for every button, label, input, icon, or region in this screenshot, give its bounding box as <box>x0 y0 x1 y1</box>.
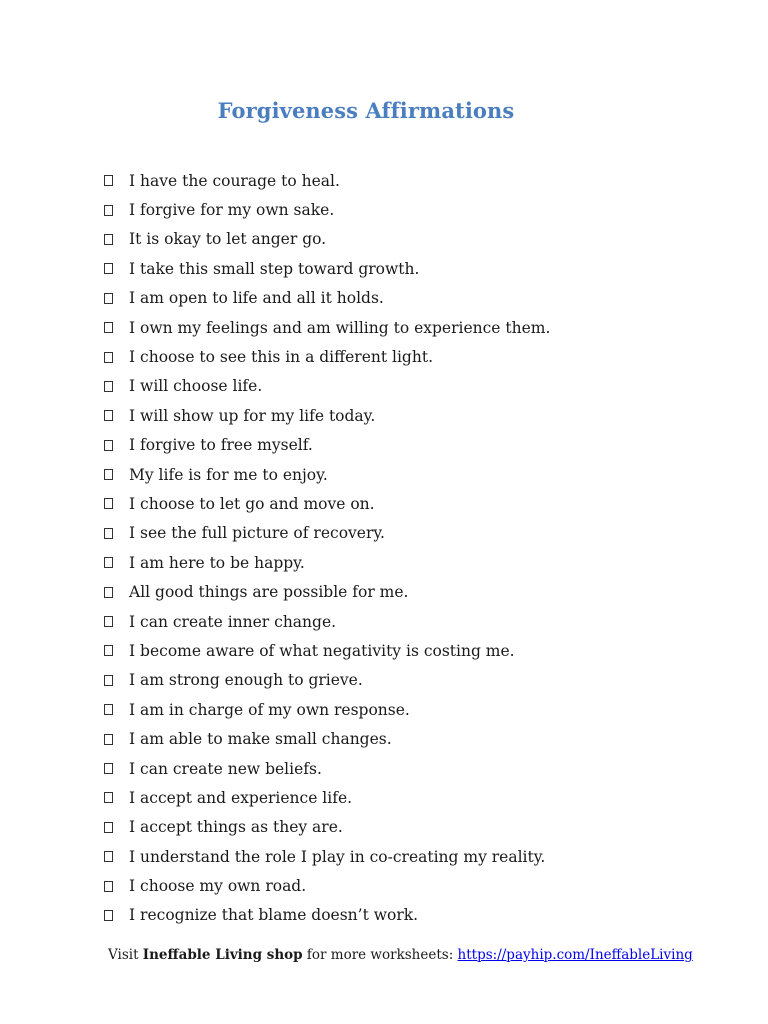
checkbox-icon[interactable] <box>104 881 113 892</box>
checkbox-icon[interactable] <box>104 587 113 598</box>
shop-name: Ineffable Living shop <box>142 947 303 963</box>
affirmation-text: I own my feelings and am willing to experience them. <box>129 318 551 337</box>
list-item <box>104 372 550 401</box>
checkbox-icon[interactable] <box>104 763 113 774</box>
list-item <box>104 342 550 371</box>
checkbox-icon[interactable] <box>104 205 113 216</box>
affirmation-text: I am here to be happy. <box>129 553 305 572</box>
affirmation-text: I accept things as they are. <box>129 818 343 837</box>
checkbox-icon[interactable] <box>104 175 113 186</box>
list-item <box>104 724 550 753</box>
list-item <box>104 871 550 900</box>
list-item <box>104 754 550 783</box>
list-item <box>104 431 550 460</box>
checkbox-icon[interactable] <box>104 734 113 745</box>
checkbox-icon[interactable] <box>104 792 113 803</box>
affirmation-text: I can create new beliefs. <box>129 759 322 778</box>
list-item <box>104 842 550 871</box>
affirmation-text: I will choose life. <box>129 377 263 396</box>
list-item <box>104 489 550 518</box>
list-item <box>104 548 550 577</box>
checkbox-icon[interactable] <box>104 557 113 568</box>
list-item <box>104 254 550 283</box>
checkbox-icon[interactable] <box>104 352 113 363</box>
checkbox-icon[interactable] <box>104 822 113 833</box>
checkbox-icon[interactable] <box>104 704 113 715</box>
list-item <box>104 813 550 842</box>
checkbox-icon[interactable] <box>104 851 113 862</box>
list-item <box>104 783 550 812</box>
list-item <box>104 607 550 636</box>
affirmation-text: I take this small step toward growth. <box>129 259 420 278</box>
footer <box>108 947 693 963</box>
list-item <box>104 284 550 313</box>
list-item <box>104 225 550 254</box>
affirmation-text: I am strong enough to grieve. <box>129 671 363 690</box>
checkbox-icon[interactable] <box>104 616 113 627</box>
checkbox-icon[interactable] <box>104 910 113 921</box>
list-item <box>104 636 550 665</box>
list-item <box>104 666 550 695</box>
checkbox-icon[interactable] <box>104 469 113 480</box>
footer-prefix: Visit <box>108 947 143 963</box>
list-item <box>104 901 550 930</box>
affirmation-list <box>104 166 550 930</box>
shop-link[interactable]: https://payhip.com/IneffableLiving <box>457 947 693 963</box>
checkbox-icon[interactable] <box>104 528 113 539</box>
affirmation-text: I choose to see this in a different light. <box>129 348 433 367</box>
checkbox-icon[interactable] <box>104 675 113 686</box>
list-item <box>104 313 550 342</box>
affirmation-text: I become aware of what negativity is costing me. <box>129 641 515 660</box>
list-item <box>104 695 550 724</box>
list-item <box>104 195 550 224</box>
affirmation-text: I recognize that blame doesn’t work. <box>129 906 419 925</box>
affirmation-text: I choose my own road. <box>129 877 307 896</box>
affirmation-text: My life is for me to enjoy. <box>129 465 328 484</box>
checkbox-icon[interactable] <box>104 410 113 421</box>
affirmation-text: I choose to let go and move on. <box>129 494 375 513</box>
affirmation-text: I can create inner change. <box>129 612 337 631</box>
affirmation-text: It is okay to let anger go. <box>129 230 327 249</box>
affirmation-text: I forgive for my own sake. <box>129 201 335 220</box>
list-item <box>104 577 550 606</box>
checkbox-icon[interactable] <box>104 263 113 274</box>
affirmation-text: I will show up for my life today. <box>129 406 376 425</box>
list-item <box>104 460 550 489</box>
checkbox-icon[interactable] <box>104 440 113 451</box>
checkbox-icon[interactable] <box>104 322 113 333</box>
list-item <box>104 519 550 548</box>
affirmation-text: I am able to make small changes. <box>129 730 392 749</box>
affirmation-text: I am open to life and all it holds. <box>129 289 384 308</box>
checkbox-icon[interactable] <box>104 381 113 392</box>
list-item <box>104 401 550 430</box>
affirmation-text: I am in charge of my own response. <box>129 700 410 719</box>
affirmation-text: I understand the role I play in co-creating my reality. <box>129 847 546 866</box>
checkbox-icon[interactable] <box>104 293 113 304</box>
affirmation-text: I see the full picture of recovery. <box>129 524 385 543</box>
affirmation-text: I forgive to free myself. <box>129 436 313 455</box>
affirmation-text: I accept and experience life. <box>129 788 353 807</box>
page-title: Forgiveness Affirmations <box>217 98 515 123</box>
list-item <box>104 166 550 195</box>
footer-middle: for more worksheets: <box>302 947 458 963</box>
checkbox-icon[interactable] <box>104 645 113 656</box>
checkbox-icon[interactable] <box>104 498 113 509</box>
affirmation-text: I have the courage to heal. <box>129 171 340 190</box>
affirmation-text: All good things are possible for me. <box>129 583 409 602</box>
checkbox-icon[interactable] <box>104 234 113 245</box>
